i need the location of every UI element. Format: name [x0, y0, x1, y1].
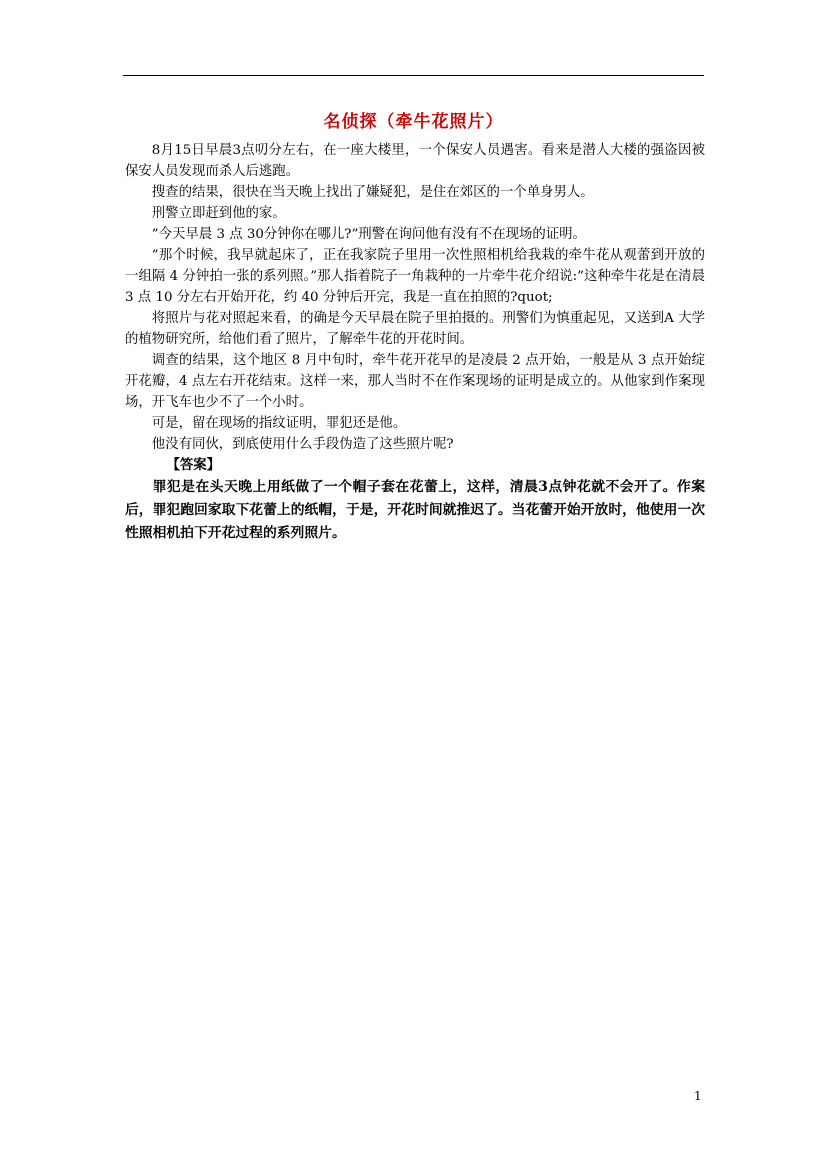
- paragraph: 调查的结果，这个地区 8 月中旬时，牵牛花开花早的是凌晨 2 点开始，一般是从 3 点开始绽开花瓣，4 点左右开花结束。这样一来，那人当时不在作案现场的证明是成立的。从他家到作案现场，开飞车也少不了一个小时。: [125, 353, 705, 410]
- paragraph: 将照片与花对照起来看，的确是今天早晨在院子里拍摄的。刑警们为慎重起见，又送到A 大学的植物研究所，给他们看了照片，了解牵牛花的开花时间。: [125, 311, 705, 347]
- paragraph: ”今天早晨 3 点 30分钟你在哪儿?”刑警在询问他有没有不在现场的证明。: [151, 227, 586, 242]
- header-rule: [123, 75, 704, 76]
- page-number: 1: [694, 1089, 702, 1103]
- paragraph: 可是，留在现场的指纹证明，罪犯还是他。: [151, 416, 407, 431]
- answer-label: 【答案】: [166, 457, 221, 473]
- paragraph: ”那个时候，我早就起床了，正在我家院子里用一次性照相机给我栽的牵牛花从观蕾到开放的一组隔 4 分钟拍一张的系列照。”那人指着院子一角栽种的一片牵牛花介绍说:”这种牵牛花是在清晨 3 点 10 分左右开始开花，约 40 分钟后开完，我是一直在拍照的?quot;: [125, 248, 705, 305]
- paragraph: 搜查的结果，很快在当天晚上找出了嫌疑犯，是住在郊区的一个单身男人。: [151, 185, 594, 200]
- document-body: [125, 140, 705, 545]
- paragraph: 8月15日早晨3点叨分左右，在一座大楼里，一个保安人员遇害。看来是潜人大楼的强盗因被保安人员发现而杀人后逃跑。: [125, 143, 705, 179]
- paragraph: 他没有同伙，到底使用什么手段伪造了这些照片呢?: [151, 437, 454, 452]
- answer-text: 罪犯是在头天晚上用纸做了一个帽子套在花蕾上，这样，清晨3点钟花就不会开了。作案后，罪犯跑回家取下花蕾上的纸帽，于是，开花时间就推迟了。当花蕾开始开放时，他使用一次性照相机拍下开花过程的系列照片。: [125, 479, 705, 541]
- document-title: 名侦探（牵牛花照片）: [323, 112, 504, 132]
- paragraph: 刑警立即赶到他的家。: [151, 206, 286, 221]
